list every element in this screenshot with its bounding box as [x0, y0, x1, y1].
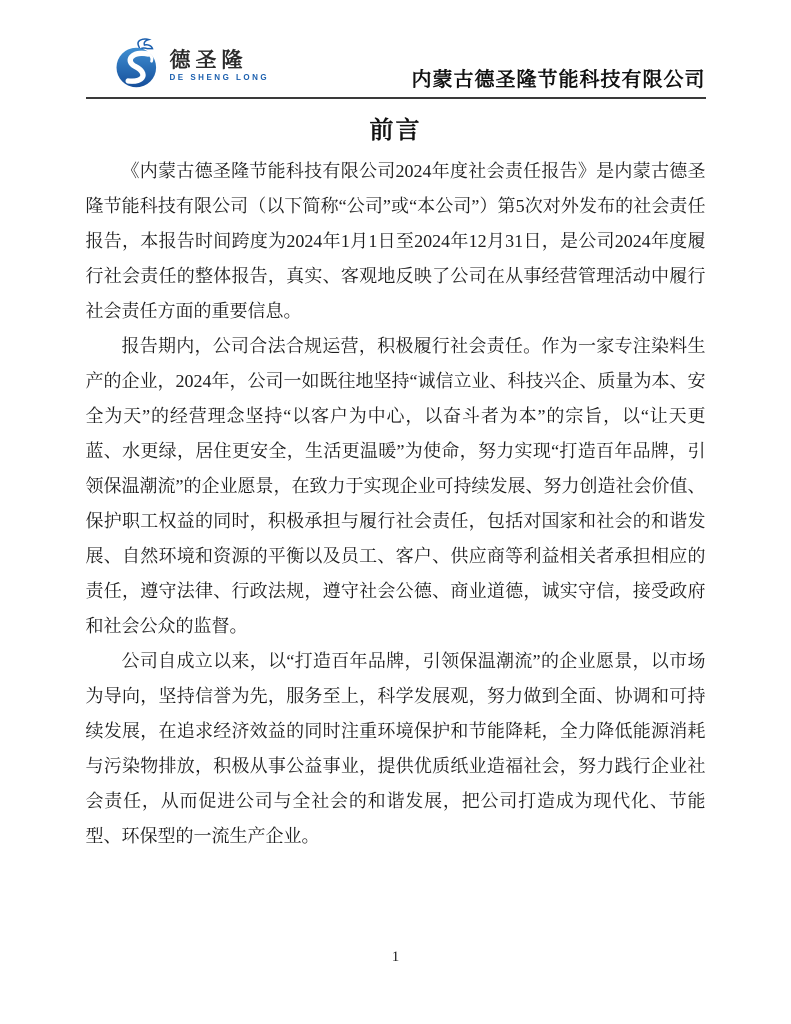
company-logo — [112, 36, 270, 95]
paragraph-3: 公司自成立以来，以“打造百年品牌，引领保温潮流”的企业愿景，以市场为导向，坚持信誉为先，服务至上，科学发展观，努力做到全面、协调和可持续发展，在追求经济效益的同时注重环境保护和节能降耗，全力降低能源消耗与污染物排放，积极从事公益事业，提供优质纸业造福社会，努力践行企业社会责任，从而促进公司与全社会的和谐发展，把公司打造成为现代化、节能型、环保型的一流生产企业。 — [85, 651, 706, 846]
page-header — [86, 0, 706, 99]
logo-text — [170, 50, 270, 82]
paragraph-2: 报告期内，公司合法合规运营，积极履行社会责任。作为一家专注染料生产的企业，2024年，公司一如既往地坚持“诚信立业、科技兴企、质量为本、安全为天”的经营理念坚持“以客户为中心，以奋斗者为本”的宗旨，以“让天更蓝、水更绿，居住更安全，生活更温暖”为使命，努力实现“打造百年品牌，引领保温潮流”的企业愿景，在致力于实现企业可持续发展、努力创造社会价值、保护职工权益的同时，积极承担与履行社会责任，包括对国家和社会的和谐发展、自然环境和资源的平衡以及员工、客户、供应商等利益相关者承担相应的责任，遵守法律、行政法规，遵守社会公德、商业道德，诚实守信，接受政府和社会公众的监督。 — [85, 336, 706, 636]
page-content — [86, 0, 706, 854]
logo-en-text: DE SHENG LONG — [169, 72, 270, 82]
page-title: 前言 — [369, 118, 422, 144]
dragon-s-logo-icon — [112, 36, 166, 95]
document-body — [86, 154, 706, 854]
page-number: 1 — [391, 949, 400, 965]
paragraph-1: 《内蒙古德圣隆节能科技有限公司2024年度社会责任报告》是内蒙古德圣隆节能科技有限公司（以下简称“公司”或“本公司”）第5次对外发布的社会责任报告，本报告时间跨度为2024年1月1日至2024年12月31日，是公司2024年度履行社会责任的整体报告，真实、客观地反映了公司在从事经营管理活动中履行社会责任方面的重要信息。 — [85, 161, 706, 321]
company-name: 内蒙古德圣隆节能科技有限公司 — [411, 69, 706, 91]
logo-cn-text: 德圣隆 — [169, 48, 248, 72]
